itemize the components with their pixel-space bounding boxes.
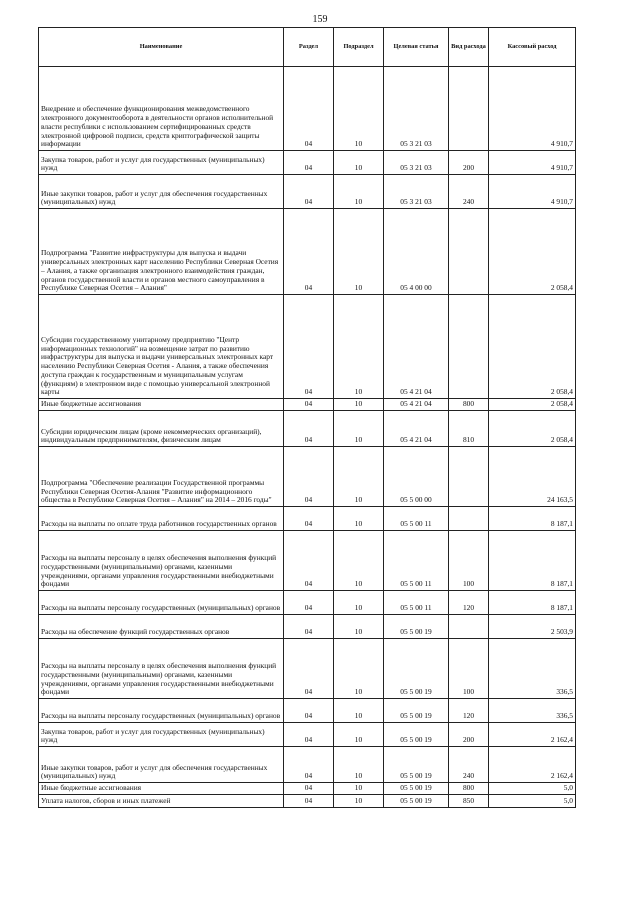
row-amount: 336,5 (489, 699, 576, 723)
row-target: 05 3 21 03 (384, 67, 449, 151)
row-name: Закупка товаров, работ и услуг для государственных (муниципальных) нужд (39, 151, 284, 175)
row-name: Внедрение и обеспечение функционирования межведомственного электронного документооборота в деятельности органов исполнительной власти республики с использованием сертифицированных средств электронной цифровой подписи, средств криптографической защиты информации (39, 67, 284, 151)
row-section: 04 (284, 399, 334, 411)
row-amount: 24 163,5 (489, 447, 576, 507)
row-expense-type: 100 (449, 531, 489, 591)
row-name: Субсидии юридическим лицам (кроме некоммерческих организаций), индивидуальным предпринимателям, физическим лицам (39, 411, 284, 447)
row-subsection: 10 (334, 615, 384, 639)
row-subsection: 10 (334, 747, 384, 783)
row-section: 04 (284, 699, 334, 723)
row-name: Иные закупки товаров, работ и услуг для обеспечения государственных (муниципальных) нужд (39, 175, 284, 209)
row-section: 04 (284, 411, 334, 447)
header-target: Целевая статья (384, 28, 449, 67)
row-target: 05 5 00 19 (384, 699, 449, 723)
row-target: 05 3 21 03 (384, 175, 449, 209)
row-expense-type: 800 (449, 399, 489, 411)
row-target: 05 3 21 03 (384, 151, 449, 175)
row-subsection: 10 (334, 295, 384, 399)
row-name: Расходы на выплаты по оплате труда работников государственных органов (39, 507, 284, 531)
row-name: Иные закупки товаров, работ и услуг для обеспечения государственных (муниципальных) нужд (39, 747, 284, 783)
header-expense-type: Вид расхода (449, 28, 489, 67)
row-expense-type: 800 (449, 783, 489, 795)
row-section: 04 (284, 747, 334, 783)
table-header-row (39, 28, 576, 67)
row-section: 04 (284, 795, 334, 808)
table-row (39, 209, 576, 295)
row-subsection: 10 (334, 151, 384, 175)
row-target: 05 5 00 11 (384, 591, 449, 615)
row-subsection: 10 (334, 209, 384, 295)
row-subsection: 10 (334, 411, 384, 447)
table-row (39, 411, 576, 447)
row-subsection: 10 (334, 723, 384, 747)
row-name: Расходы на выплаты персоналу государственных (муниципальных) органов (39, 591, 284, 615)
row-expense-type (449, 507, 489, 531)
row-target: 05 4 00 00 (384, 209, 449, 295)
table-row (39, 795, 576, 808)
row-expense-type: 240 (449, 175, 489, 209)
row-amount: 5,0 (489, 783, 576, 795)
header-cash: Кассовый расход (489, 28, 576, 67)
row-target: 05 5 00 19 (384, 783, 449, 795)
row-name: Расходы на обеспечение функций государственных органов (39, 615, 284, 639)
table-row (39, 67, 576, 151)
row-amount: 2 058,4 (489, 295, 576, 399)
row-section: 04 (284, 639, 334, 699)
row-expense-type: 240 (449, 747, 489, 783)
row-subsection: 10 (334, 399, 384, 411)
row-expense-type (449, 615, 489, 639)
table-row (39, 531, 576, 591)
row-amount: 4 910,7 (489, 151, 576, 175)
row-section: 04 (284, 531, 334, 591)
row-expense-type: 120 (449, 591, 489, 615)
row-subsection: 10 (334, 639, 384, 699)
row-section: 04 (284, 723, 334, 747)
header-subsection: Подраздел (334, 28, 384, 67)
table-row (39, 151, 576, 175)
row-name: Субсидии государственному унитарному предприятию "Центр информационных технологий" на возмещение затрат по развитию инфраструктуры для выпуска и выдачи универсальных электронных карт населению Республики Северная Осетия - Алания, а также обеспечения доступа граждан к государственным и муниципальным услугам (функциям) в электронном виде с помощью универсальной электронной карты (39, 295, 284, 399)
row-target: 05 5 00 19 (384, 723, 449, 747)
row-name: Иные бюджетные ассигнования (39, 399, 284, 411)
table-row (39, 783, 576, 795)
row-subsection: 10 (334, 591, 384, 615)
row-subsection: 10 (334, 67, 384, 151)
row-subsection: 10 (334, 699, 384, 723)
row-target: 05 5 00 19 (384, 615, 449, 639)
row-amount: 4 910,7 (489, 175, 576, 209)
row-target: 05 5 00 19 (384, 639, 449, 699)
row-target: 05 4 21 04 (384, 411, 449, 447)
row-name: Расходы на выплаты персоналу государственных (муниципальных) органов (39, 699, 284, 723)
row-expense-type: 810 (449, 411, 489, 447)
row-expense-type (449, 447, 489, 507)
row-amount: 4 910,7 (489, 67, 576, 151)
row-expense-type (449, 67, 489, 151)
row-target: 05 5 00 11 (384, 507, 449, 531)
row-expense-type (449, 295, 489, 399)
table-row (39, 591, 576, 615)
row-name: Уплата налогов, сборов и иных платежей (39, 795, 284, 808)
row-section: 04 (284, 447, 334, 507)
row-amount: 5,0 (489, 795, 576, 808)
table-row (39, 639, 576, 699)
row-target: 05 4 21 04 (384, 295, 449, 399)
row-section: 04 (284, 151, 334, 175)
row-amount: 2 162,4 (489, 747, 576, 783)
row-name: Закупка товаров, работ и услуг для государственных (муниципальных) нужд (39, 723, 284, 747)
row-section: 04 (284, 209, 334, 295)
row-amount: 8 187,1 (489, 531, 576, 591)
row-subsection: 10 (334, 531, 384, 591)
row-expense-type: 120 (449, 699, 489, 723)
row-name: Расходы на выплаты персоналу в целях обеспечения выполнения функций государственными (муниципальными) органами, казенными учреждениями, органами управления государственными внебюджетными фондами (39, 639, 284, 699)
table-row (39, 615, 576, 639)
table-row (39, 723, 576, 747)
row-amount: 2 503,9 (489, 615, 576, 639)
row-subsection: 10 (334, 783, 384, 795)
row-target: 05 5 00 00 (384, 447, 449, 507)
row-expense-type: 200 (449, 723, 489, 747)
row-name: Расходы на выплаты персоналу в целях обеспечения выполнения функций государственными (муниципальными) органами, казенными учреждениями, органами управления государственными внебюджетными фондами (39, 531, 284, 591)
row-section: 04 (284, 175, 334, 209)
table-row (39, 175, 576, 209)
row-amount: 2 058,4 (489, 399, 576, 411)
row-section: 04 (284, 507, 334, 531)
page-number: 159 (312, 14, 328, 25)
table-row (39, 747, 576, 783)
header-name: Наименование (39, 28, 284, 67)
header-section: Раздел (284, 28, 334, 67)
row-section: 04 (284, 615, 334, 639)
row-expense-type: 200 (449, 151, 489, 175)
table-row (39, 295, 576, 399)
row-amount: 2 058,4 (489, 209, 576, 295)
row-name: Иные бюджетные ассигнования (39, 783, 284, 795)
table-row (39, 507, 576, 531)
row-expense-type (449, 209, 489, 295)
row-expense-type: 100 (449, 639, 489, 699)
row-subsection: 10 (334, 175, 384, 209)
row-expense-type: 850 (449, 795, 489, 808)
row-subsection: 10 (334, 507, 384, 531)
table-row (39, 399, 576, 411)
row-section: 04 (284, 67, 334, 151)
row-section: 04 (284, 783, 334, 795)
row-name: Подпрограмма "Обеспечение реализации Государственной программы Республики Северная Осетия-Алания "Развитие информационного общества в Республике Северная Осетия – Алания" на 2014 – 2016 годы" (39, 447, 284, 507)
row-target: 05 5 00 19 (384, 795, 449, 808)
row-target: 05 4 21 04 (384, 399, 449, 411)
row-section: 04 (284, 591, 334, 615)
row-section: 04 (284, 295, 334, 399)
row-target: 05 5 00 19 (384, 747, 449, 783)
row-amount: 2 058,4 (489, 411, 576, 447)
row-amount: 2 162,4 (489, 723, 576, 747)
row-target: 05 5 00 11 (384, 531, 449, 591)
row-subsection: 10 (334, 447, 384, 507)
row-amount: 8 187,1 (489, 591, 576, 615)
table-row (39, 699, 576, 723)
row-amount: 336,5 (489, 639, 576, 699)
row-name: Подпрограмма "Развитие инфраструктуры для выпуска и выдачи универсальных электронных карт населению Республики Северная Осетия – Алания, а также организация электронного взаимодействия граждан, органов государственной власти и органов местного самоуправления в Республике Северная Осетия – Алания" (39, 209, 284, 295)
row-amount: 8 187,1 (489, 507, 576, 531)
budget-table (38, 27, 576, 808)
row-subsection: 10 (334, 795, 384, 808)
table-row (39, 447, 576, 507)
